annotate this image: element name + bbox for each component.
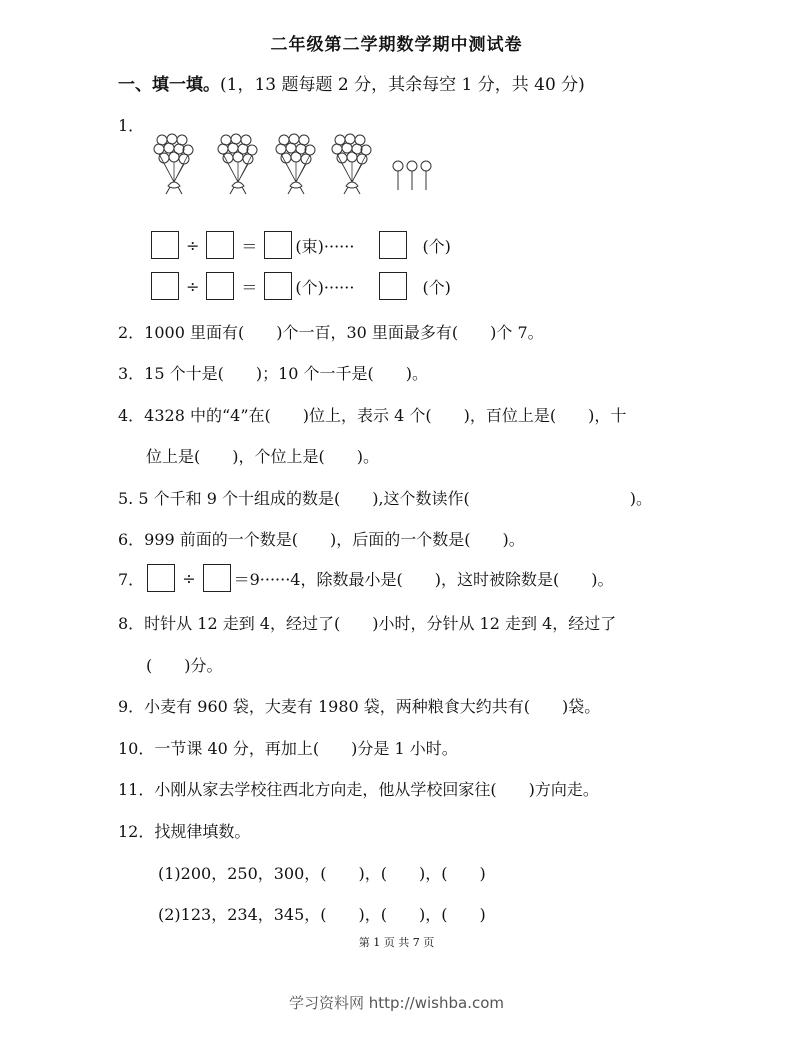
balloon-bundles-icon	[150, 128, 450, 200]
question-12-part-1: (1)200，250，300，( )，( )，( )	[158, 864, 486, 883]
answer-box[interactable]	[206, 272, 234, 300]
answer-box[interactable]	[151, 272, 179, 300]
question-7	[118, 564, 613, 592]
question-11: 11．小刚从家去学校往西北方向走，他从学校回家往( )方向走。	[118, 780, 599, 799]
question-8-line-1: 8．时针从 12 走到 4，经过了( )小时，分针从 12 走到 4，经过了	[118, 614, 617, 633]
question-10: 10．一节课 40 分，再加上( )分是 1 小时。	[118, 739, 458, 758]
unit-label: (个)	[422, 236, 451, 256]
question-7-number: 7．	[118, 569, 145, 589]
question-7-text: ＝9······4，除数最小是( )，这时被除数是( )。	[233, 569, 614, 589]
answer-box[interactable]	[264, 272, 292, 300]
question-2: 2．1000 里面有( )个一百，30 里面最多有( )个 7。	[118, 323, 544, 342]
question-5: 5. 5 个千和 9 个十组成的数是( ),这个数读作( )。	[118, 489, 653, 508]
answer-box[interactable]	[203, 564, 231, 592]
answer-box[interactable]	[379, 231, 407, 259]
answer-box[interactable]	[379, 272, 407, 300]
unit-label: (个)	[422, 277, 451, 297]
watermark: 学习资料网 http://wishba.com	[289, 994, 504, 1012]
question-12-part-2: (2)123，234，345，( )，( )，( )	[158, 905, 486, 924]
question-6: 6．999 前面的一个数是( )，后面的一个数是( )。	[118, 530, 525, 549]
equals-sign: ＝	[241, 236, 258, 256]
question-4-line-2: 位上是( )，个位上是( )。	[146, 447, 379, 466]
question-12: 12．找规律填数。	[118, 822, 251, 841]
answer-box[interactable]	[147, 564, 175, 592]
question-8-line-2: ( )分。	[146, 656, 223, 675]
answer-box[interactable]	[264, 231, 292, 259]
page-title: 二年级第二学期数学期中测试卷	[270, 35, 523, 55]
unit-label: (束)······	[295, 236, 355, 256]
page-footer: 第 1 页 共 7 页	[358, 936, 435, 949]
section-label: 一、填一填。	[118, 75, 220, 95]
divide-sign: ÷	[186, 235, 200, 255]
question-1-number: 1．	[118, 116, 145, 135]
answer-box[interactable]	[151, 231, 179, 259]
section-heading	[118, 70, 585, 95]
section-note: (1，13 题每题 2 分，其余每空 1 分，共 40 分)	[220, 75, 585, 95]
divide-sign: ÷	[186, 276, 200, 296]
question-3: 3．15 个十是( )；10 个一千是( )。	[118, 364, 429, 383]
equals-sign: ＝	[241, 277, 258, 297]
question-9: 9．小麦有 960 袋，大麦有 1980 袋，两种粮食大约共有( )袋。	[118, 697, 601, 716]
unit-label: (个)······	[295, 277, 355, 297]
answer-box[interactable]	[206, 231, 234, 259]
divide-sign: ÷	[182, 568, 196, 588]
question-1-equation-row-1	[148, 231, 451, 259]
question-4-line-1: 4．4328 中的“4”在( )位上，表示 4 个( )，百位上是( )，十	[118, 406, 627, 425]
question-1-equation-row-2	[148, 272, 451, 300]
